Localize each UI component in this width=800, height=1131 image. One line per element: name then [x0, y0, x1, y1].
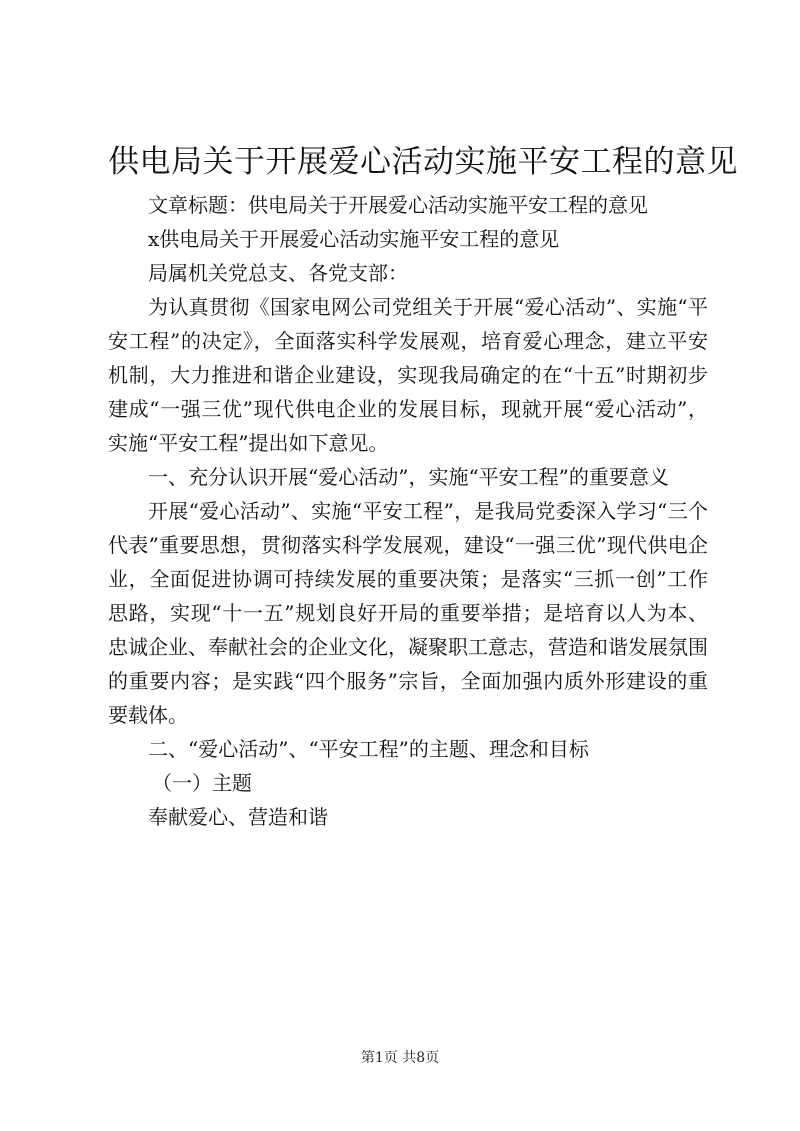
paragraph-document-name: x供电局关于开展爱心活动实施平安工程的意见 — [148, 227, 560, 251]
subsection-heading-1: （一）主题 — [152, 771, 252, 795]
paragraph-intro: 为认真贯彻《国家电网公司党组关于开展“爱心活动”、实施“平安工程”的决定》，全面落实科学发展观，培育爱心理念，建立平安机制，大力推进和谐企业建设，实现我局确定的在“十五”时期初步建成“一强三优”现代供电企业的发展目标，现就开展“爱心活动”，实施“平安工程”提出如下意见。 — [108, 295, 708, 455]
paragraph-theme: 奉献爱心、营造和谐 — [148, 805, 328, 829]
section-heading-1: 一、充分认识开展“爱心活动”，实施“平安工程”的重要意义 — [148, 465, 669, 489]
paragraph-section-1: 开展“爱心活动”、实施“平安工程”，是我局党委深入学习“三个代表”重要思想，贯彻落实科学发展观，建设“一强三优”现代供电企业，全面促进协调可持续发展的重要决策；是落实“三抓一创”工作思路，实现“十一五”规划良好开局的重要举措；是培育以人为本、忠诚企业、奉献社会的企业文化，凝聚职工意志，营造和谐发展氛围的重要内容；是实践“四个服务”宗旨，全面加强内质外形建设的重要载体。 — [108, 499, 708, 727]
paragraph-addressee: 局属机关党总支、各党支部： — [148, 261, 408, 285]
section-heading-2: 二、“爱心活动”、“平安工程”的主题、理念和目标 — [148, 737, 589, 761]
paragraph-article-title: 文章标题：供电局关于开展爱心活动实施平安工程的意见 — [148, 193, 648, 217]
page-footer: 第1页 共8页 — [360, 1050, 440, 1066]
document-body — [108, 188, 708, 834]
document-title: 供电局关于开展爱心活动实施平安工程的意见 — [108, 144, 738, 180]
